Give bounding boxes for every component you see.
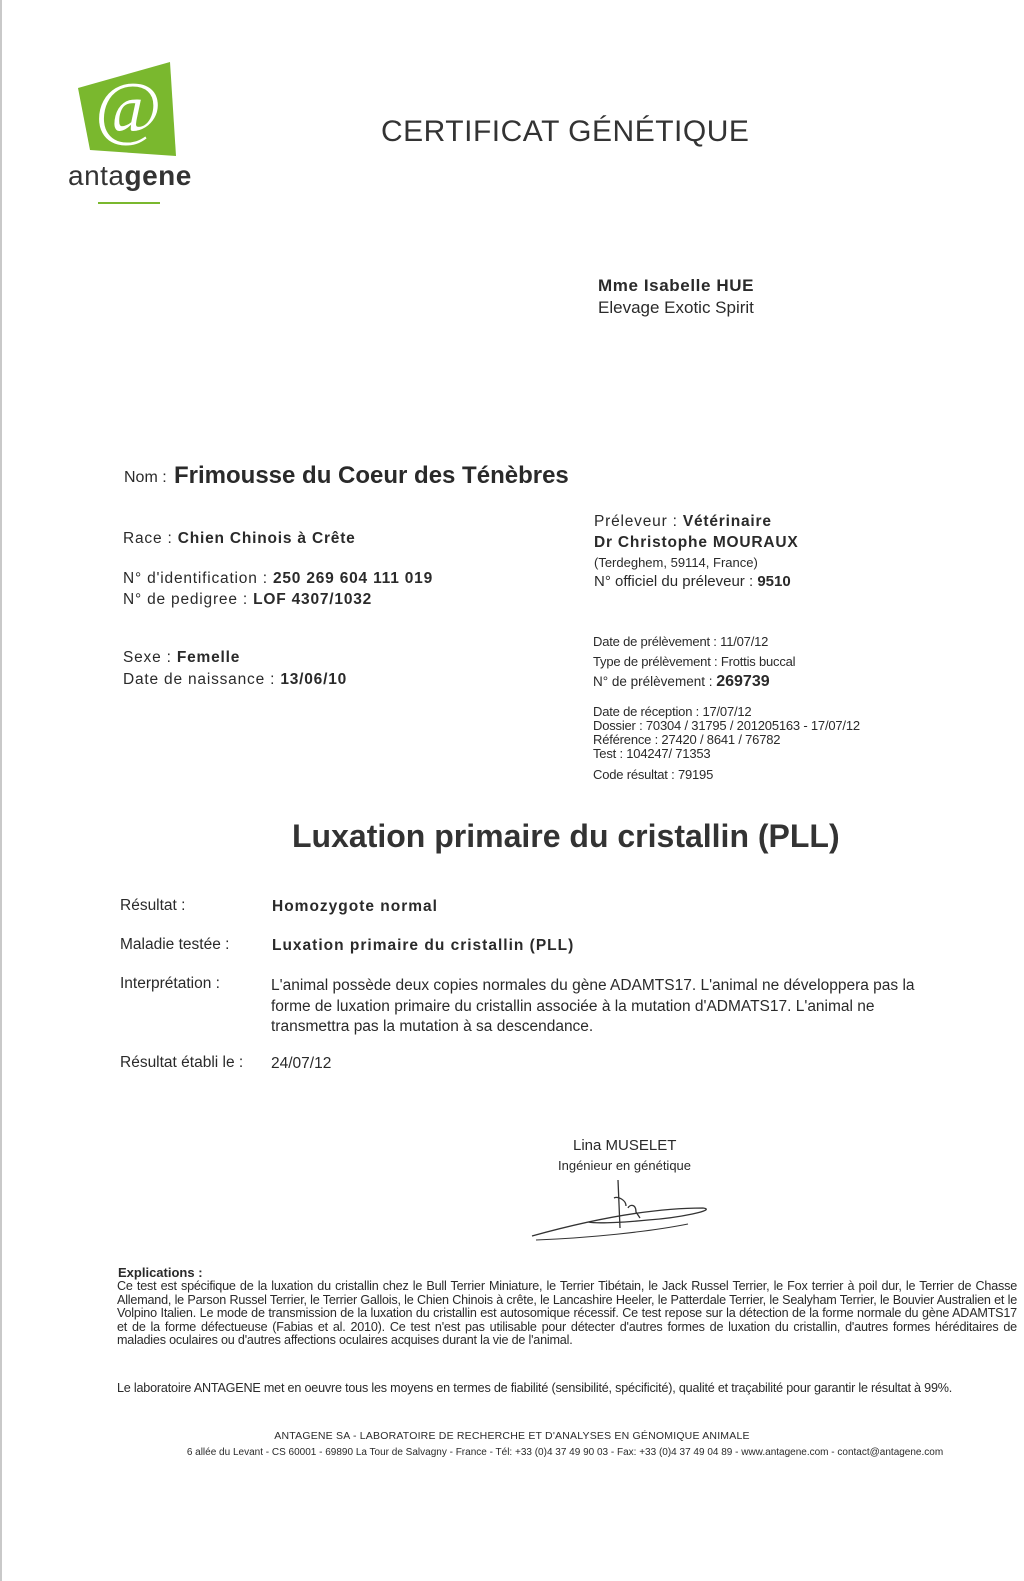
quality-statement: Le laboratoire ANTAGENE met en oeuvre tous les moyens en termes de fiabilité (sensibilité, spécificité), qualité et traçabilité pour garantir le résultat à 99%.	[117, 1381, 953, 1395]
antagene-logo-icon	[72, 60, 182, 160]
sexe-label: Sexe :	[123, 649, 172, 666]
logo-mark-glyph: @	[94, 68, 162, 148]
preleveur-official-label: N° officiel du préleveur :	[594, 573, 754, 590]
id-value: 250 269 604 111 019	[272, 570, 433, 587]
sample-type-label: Type de prélèvement :	[593, 654, 718, 669]
birth-label: Date de naissance :	[123, 671, 276, 688]
sexe-row	[123, 649, 240, 667]
preleveur-location: (Terdeghem, 59114, France)	[594, 555, 758, 570]
sample-reference: Référence : 27420 / 8641 / 76782	[593, 732, 781, 747]
logo-word-prefix: anta	[68, 160, 125, 191]
sample-number-row	[593, 673, 770, 691]
recipient-kennel: Elevage Exotic Spirit	[598, 298, 754, 317]
signature-drawing	[528, 1178, 718, 1248]
sample-date-value: 11/07/12	[720, 634, 769, 649]
pedigree-value: LOF 4307/1032	[253, 591, 373, 608]
pedigree-row	[123, 591, 372, 609]
id-label: N° d'identification :	[123, 570, 268, 587]
sample-dossier: Dossier : 70304 / 31795 / 201205163 - 17/07/12	[593, 718, 860, 733]
preleveur-type: Vétérinaire	[682, 513, 772, 530]
race-label: Race :	[123, 530, 173, 547]
signatory-title: Ingénieur en génétique	[558, 1158, 692, 1173]
preleveur-official-row	[594, 573, 791, 590]
sample-reception: Date de réception : 17/07/12	[593, 704, 752, 719]
result-date-label: Résultat établi le :	[120, 1054, 244, 1071]
disease-value: Luxation primaire du cristallin (PLL)	[272, 937, 575, 954]
animal-name: Frimousse du Coeur des Ténèbres	[174, 462, 569, 489]
preleveur-label: Préleveur :	[594, 513, 678, 530]
birth-value: 13/06/10	[280, 671, 348, 688]
sexe-value: Femelle	[176, 649, 241, 666]
explanations-text: Ce test est spécifique de la luxation du cristallin chez le Bull Terrier Miniature, le Terrier Tibétain, le Jack Russel Terrier, le Fox terrier à poil dur, le Terrier de Chasse Allemand, le Parson Russel Terrier, le Terrier Gallois, le Chien Chinois à crête, le Lancashire Heeler, le Patterdale Terrier, le Sealyham Terrier, le Bouvier Australien et le Volpino Italien. Le mode de transmission de la luxation du cristallin est autosomique récessif. Ce test repose sur la détection de la forme normale du gène ADAMTS17 et de la forme défectueuse (Fabias et al. 2010). Ce test n'est pas utilisable pour détecter d'autres formes de luxation du cristallin, d'autres formes héréditaires de maladies oculaires ou d'autres affections oculaires acquises durant la vie de l'animal.	[117, 1279, 1017, 1347]
preleveur-name: Dr Christophe MOURAUX	[594, 534, 799, 551]
recipient-name: Mme Isabelle HUE	[598, 276, 755, 295]
logo-word-suffix: gene	[124, 160, 192, 191]
preleveur-row	[594, 513, 772, 531]
result-label: Résultat :	[120, 897, 186, 914]
footer-address: 6 allée du Levant - CS 60001 - 69890 La Tour de Salvagny - France - Tél: +33 (0)4 37 49 90 03 - Fax: +33 (0)4 37 49 04 89 - www.antagene.com - contact@antagene.com	[186, 1447, 944, 1458]
id-row	[123, 570, 433, 588]
nom-label: Nom :	[124, 469, 167, 486]
preleveur-official-value: 9510	[757, 573, 791, 590]
sample-test: Test : 104247/ 71353	[593, 746, 711, 761]
interp-value: L'animal possède deux copies normales du gène ADAMTS17. L'animal ne développera pas la forme de luxation primaire du cristallin associée à la mutation d'ADMATS17. L'animal ne transmettra pas la mutation à sa descendance.	[271, 977, 915, 1035]
page-title: CERTIFICAT GÉNÉTIQUE	[381, 115, 750, 148]
sample-type-value: Frottis buccal	[720, 654, 796, 669]
race-row	[123, 530, 356, 548]
result-value: Homozygote normal	[272, 898, 438, 915]
sample-date-row	[593, 634, 768, 649]
interp-label: Interprétation :	[120, 975, 220, 992]
sample-number-value: 269739	[716, 673, 770, 690]
test-title: Luxation primaire du cristallin (PLL)	[292, 818, 840, 854]
result-date-value: 24/07/12	[271, 1055, 332, 1072]
signatory-name: Lina MUSELET	[573, 1137, 677, 1154]
sample-date-label: Date de prélèvement :	[593, 634, 717, 649]
pedigree-label: N° de pedigree :	[123, 591, 248, 608]
scan-edge	[0, 0, 2, 1581]
race-value: Chien Chinois à Crête	[177, 530, 356, 547]
disease-label: Maladie testée :	[120, 936, 230, 953]
sample-code: Code résultat : 79195	[593, 767, 714, 782]
birth-row	[123, 671, 347, 689]
sample-type-row	[593, 654, 795, 669]
explanations-title: Explications :	[118, 1265, 203, 1280]
logo-underline	[98, 202, 160, 204]
sample-number-label: N° de prélèvement :	[593, 674, 713, 689]
footer-company: ANTAGENE SA - LABORATOIRE DE RECHERCHE ET D'ANALYSES EN GÉNOMIQUE ANIMALE	[274, 1430, 750, 1442]
logo-wordmark	[68, 160, 192, 192]
